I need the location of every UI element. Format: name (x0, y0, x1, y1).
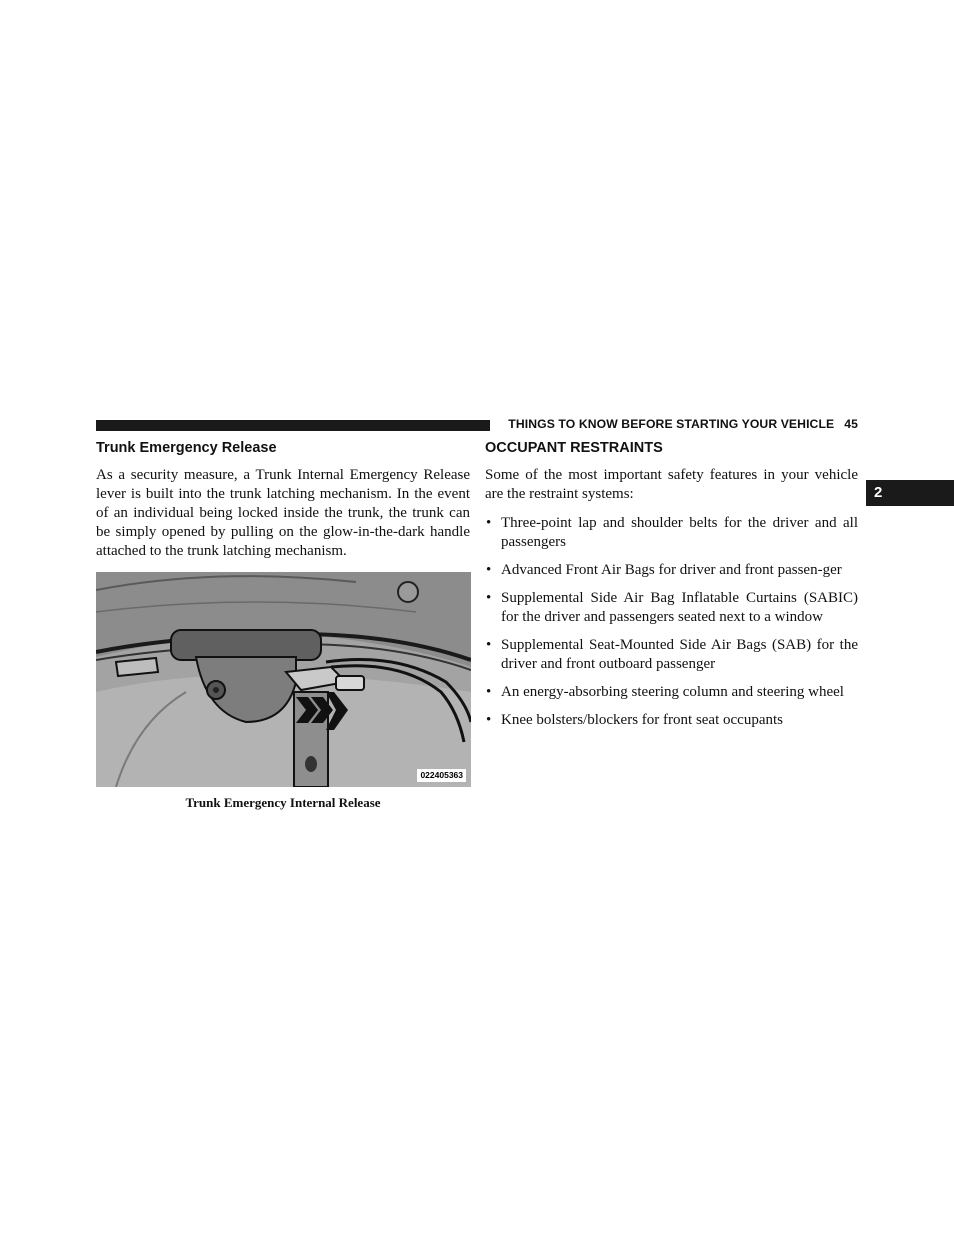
header-rule (96, 420, 490, 431)
running-head (499, 417, 858, 433)
trunk-release-paragraph: As a security measure, a Trunk Internal Emergency Release lever is built into the trunk latching mechanism. In the event of an individual being locked inside the trunk, the trunk can be simply opened by pulling on the glow-in-the-dark handle attached to the trunk latching mechanism. (96, 467, 470, 559)
left-column (96, 438, 470, 811)
list-item: • Knee bolsters/blockers for front seat occupants (485, 711, 858, 730)
figure-code: 022405363 (417, 769, 466, 782)
section-heading-occupant-restraints: OCCUPANT RESTRAINTS (485, 440, 663, 456)
trunk-release-illustration (96, 572, 471, 787)
list-item: • Advanced Front Air Bags for driver and front passen-ger (485, 561, 858, 580)
list-item: • Supplemental Seat-Mounted Side Air Bags (SAB) for the driver and front outboard passenger (485, 636, 858, 674)
list-item: • Three-point lap and shoulder belts for the driver and all passengers (485, 514, 858, 552)
list-item: • An energy-absorbing steering column and steering wheel (485, 683, 858, 702)
restraints-intro: Some of the most important safety features in your vehicle are the restraint systems: (485, 467, 858, 502)
chapter-tab: 2 (866, 480, 954, 506)
right-column (485, 438, 858, 739)
trunk-latch-drawing (96, 572, 471, 787)
running-title: THINGS TO KNOW BEFORE STARTING YOUR VEHICLE (508, 417, 835, 431)
figure-caption: Trunk Emergency Internal Release (185, 795, 381, 810)
section-heading-trunk-release: Trunk Emergency Release (96, 440, 277, 456)
list-item: • Supplemental Side Air Bag Inflatable Curtains (SABIC) for the driver and passengers seated next to a window (485, 589, 858, 627)
page-number: 45 (844, 417, 858, 431)
restraints-list (485, 514, 858, 730)
